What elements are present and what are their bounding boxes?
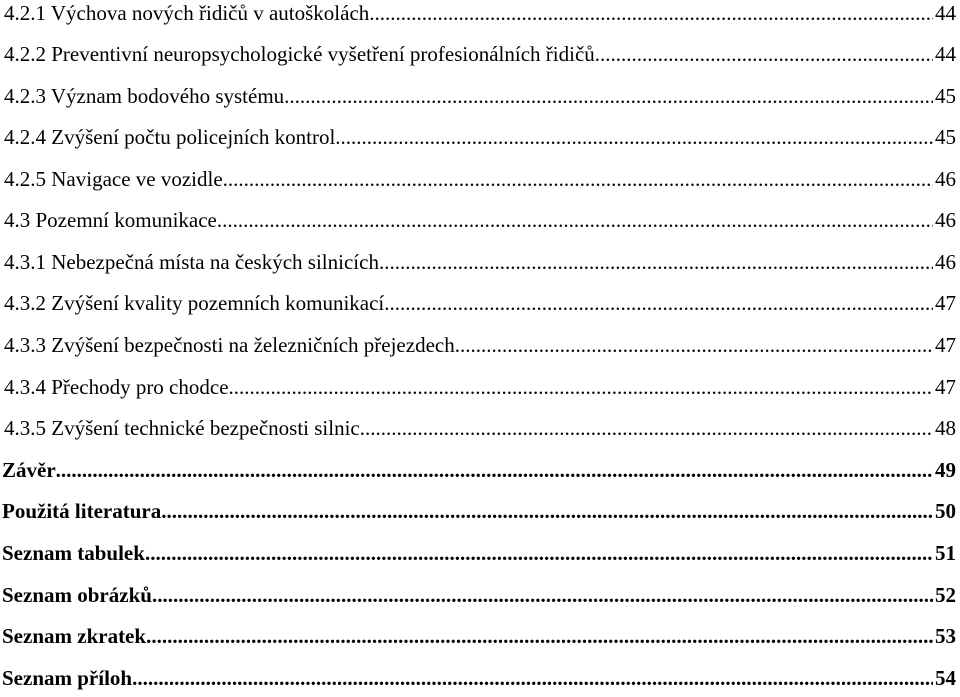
dot-leader <box>161 492 933 530</box>
toc-entry-page: 48 <box>935 416 956 440</box>
dot-leader <box>152 576 933 614</box>
toc-entry[interactable] <box>4 118 956 156</box>
toc-entry-title: 4.3 Pozemní komunikace <box>4 208 217 232</box>
toc-entry-title: 4.2.4 Zvýšení počtu policejních kontrol <box>4 125 336 149</box>
toc-entry-title: 4.2.1 Výchova nových řidičů v autoškolách <box>4 1 370 25</box>
toc-entry-title: 4.3.5 Zvýšení technické bezpečnosti silnic <box>4 416 360 440</box>
toc-entry-title: 4.2.2 Preventivní neuropsychologické vyšetření profesionálních řidičů <box>4 42 595 66</box>
toc-entry-title: 4.3.4 Přechody pro chodce <box>4 375 229 399</box>
toc-entry-page: 45 <box>935 84 956 108</box>
dot-leader <box>384 284 933 322</box>
toc-entry-title: Seznam zkratek <box>2 624 147 648</box>
dot-leader <box>223 160 933 198</box>
dot-leader <box>217 201 933 239</box>
toc-entry-chapter[interactable] <box>2 576 956 614</box>
toc-entry-page: 47 <box>935 333 956 357</box>
toc-entry-page: 45 <box>935 125 956 149</box>
toc-entry-title: 4.2.3 Význam bodového systému <box>4 84 285 108</box>
toc-entry-page: 46 <box>935 167 956 191</box>
toc-entry-title: 4.3.2 Zvýšení kvality pozemních komunikací <box>4 291 385 315</box>
toc-entry-page: 50 <box>935 499 956 523</box>
toc-entry-title: Závěr <box>2 458 56 482</box>
toc-entry-chapter[interactable] <box>2 659 956 697</box>
toc-entry[interactable] <box>4 77 956 115</box>
toc-entry-page: 53 <box>935 624 956 648</box>
toc-entry-page: 52 <box>935 583 956 607</box>
toc-entry[interactable] <box>4 368 956 406</box>
toc-entry[interactable] <box>4 201 956 239</box>
toc-entry[interactable] <box>4 243 956 281</box>
dot-leader <box>56 451 933 489</box>
toc-entry-title: 4.3.1 Nebezpečná místa na českých silnicích <box>4 250 379 274</box>
toc-entry[interactable] <box>4 0 956 32</box>
dot-leader <box>369 0 933 32</box>
dot-leader <box>284 77 933 115</box>
toc-entry-page: 51 <box>935 541 956 565</box>
dot-leader <box>335 118 933 156</box>
toc-entry-page: 46 <box>935 208 956 232</box>
toc-entry-page: 44 <box>935 1 956 25</box>
toc-entry-chapter[interactable] <box>2 534 956 572</box>
toc-entry-page: 49 <box>935 458 956 482</box>
dot-leader <box>132 659 933 697</box>
toc-entry-page: 44 <box>935 42 956 66</box>
toc-entry-page: 47 <box>935 375 956 399</box>
dot-leader <box>379 243 933 281</box>
toc-entry-page: 46 <box>935 250 956 274</box>
toc-entry[interactable] <box>4 409 956 447</box>
toc-entry[interactable] <box>4 160 956 198</box>
toc-entry-chapter[interactable] <box>2 492 956 530</box>
toc-entry-chapter[interactable] <box>2 451 956 489</box>
toc-entry-title: Seznam příloh <box>2 666 133 690</box>
dot-leader <box>595 35 933 73</box>
dot-leader <box>145 534 933 572</box>
toc-entry-chapter[interactable] <box>2 617 956 655</box>
toc-entry[interactable] <box>4 284 956 322</box>
toc-entry[interactable] <box>4 35 956 73</box>
toc-entry-title: Seznam obrázků <box>2 583 152 607</box>
dot-leader <box>146 617 933 655</box>
toc-entry-title: 4.2.5 Navigace ve vozidle <box>4 167 223 191</box>
toc-entry-title: 4.3.3 Zvýšení bezpečnosti na železničních přejezdech <box>4 333 455 357</box>
dot-leader <box>229 368 933 406</box>
toc-entry-title: Použitá literatura <box>2 499 162 523</box>
toc-entry-page: 54 <box>935 666 956 690</box>
toc-entry-page: 47 <box>935 291 956 315</box>
toc-entry[interactable] <box>4 326 956 364</box>
dot-leader <box>455 326 933 364</box>
toc-entry-title: Seznam tabulek <box>2 541 145 565</box>
dot-leader <box>360 409 933 447</box>
